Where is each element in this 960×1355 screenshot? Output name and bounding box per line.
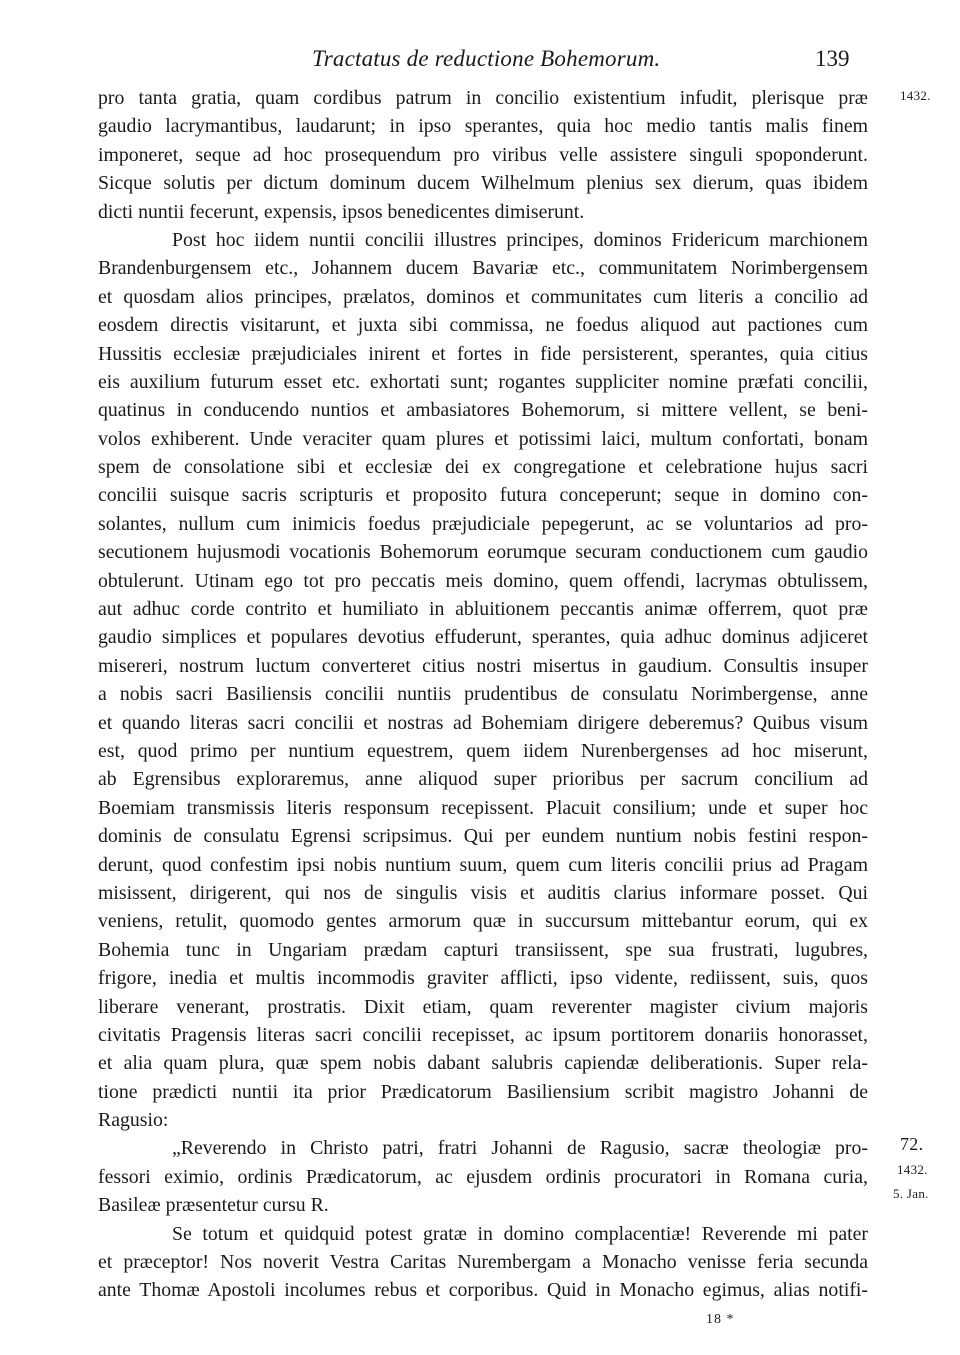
text-line: civitatis Pragensis literas sacri concilii recepisset, ac ipsum portitorem donariis honorasset,: [98, 1023, 868, 1046]
text-line: ante Thomæ Apostoli incolumes rebus et corporibus. Quid in Monacho egimus, alias notifi-: [98, 1279, 868, 1302]
text-line: eosdem directis visitarunt, et juxta sibi commissa, ne foedus aliquod aut pactiones cum: [98, 314, 868, 337]
text-line: Se totum et quidquid potest gratæ in domino complacentiæ! Reverende mi pater: [172, 1222, 868, 1245]
text-line: concilii suisque sacris scripturis et proposito futura conceperunt; seque in domino con-: [98, 484, 868, 507]
text-line: Hussitis ecclesiæ præjudiciales inirent et fortes in fide persisterent, sperantes, quia citius: [98, 342, 868, 365]
text-line: gaudio lacrymantibus, laudarunt; in ipso sperantes, quia hoc medio tantis malis finem: [98, 115, 868, 138]
text-line: Sicque solutis per dictum dominum ducem Wilhelmum plenius sex dierum, quas ibidem: [98, 172, 868, 195]
text-line: frigore, inedia et multis incommodis graviter afflicti, ipso vidente, rediissent, suis, quos: [98, 967, 868, 990]
text-line: Boemiam transmissis literis responsum recepissent. Placuit consilium; unde et super hoc: [98, 796, 868, 819]
text-line: derunt, quod confestim ipsi nobis nuntium suum, quem cum literis concilii prius ad Pragam: [98, 853, 868, 876]
margin-note-letter-year: 1432.: [897, 1162, 928, 1177]
page-number: 139: [815, 46, 850, 71]
text-line: Bohemia tunc in Ungariam prædam capturi transiissent, spe sua frustrati, lugubres,: [98, 938, 868, 961]
text-line: et quosdam alios principes, prælatos, dominos et communitates cum literis a concilio ad: [98, 285, 868, 308]
text-line: gaudio simplices et populares devotius effuderunt, sperantes, quia adhuc dominus adjiceret: [98, 626, 868, 649]
body-text: [98, 84, 868, 1305]
text-line: misereri, nostrum luctum converteret citius nostri misertus in gaudium. Consultis insuper: [98, 654, 868, 677]
text-line: Ragusio:: [98, 1109, 169, 1132]
text-line: spem de consolatione sibi et ecclesiæ dei ex congregatione et celebratione hujus sacri: [98, 456, 868, 479]
text-line: veniens, retulit, quomodo gentes armorum quæ in succursum mittebantur eorum, qui ex: [98, 910, 868, 933]
text-line: „Reverendo in Christo patri, fratri Johanni de Ragusio, sacræ theologiæ pro-: [172, 1137, 868, 1160]
text-line: Basileæ præsentetur cursu R.: [98, 1194, 329, 1217]
text-line: misissent, dirigerent, qui nos de singulis visis et auditis clarius informare posset. Qui: [98, 881, 868, 904]
text-line: quatinus in conducendo nuntios et ambasiatores Bohemorum, si mittere vellent, se beni-: [98, 399, 868, 422]
text-line: est, quod primo per nuntium equestrem, quem iidem Nurenbergenses ad hoc miserunt,: [98, 739, 868, 762]
text-line: solantes, nullum cum inimicis foedus præjudiciale pepegerunt, ac se voluntarios ad pro-: [98, 512, 868, 535]
text-line: dicti nuntii fecerunt, expensis, ipsos benedicentes dimiserunt.: [98, 200, 585, 223]
margin-note-letter-date: 5. Jan.: [893, 1186, 929, 1201]
text-line: tione prædicti nuntii ita prior Prædicatorum Basiliensium scribit magistro Johanni de: [98, 1080, 868, 1103]
text-line: obtulerunt. Utinam ego tot pro peccatis meis domino, quem offendi, lacrymas obtulissem,: [98, 569, 868, 592]
text-line: et quando literas sacri concilii et nostras ad Bohemiam dirigere deberemus? Quibus visum: [98, 711, 868, 734]
text-line: fessori eximio, ordinis Prædicatorum, ac ejusdem ordinis procuratori in Romana curia,: [98, 1165, 868, 1188]
running-title: Tractatus de reductione Bohemorum.: [312, 46, 661, 71]
text-line: dominis de consulatu Egrensi scripsimus. Qui per eundem nuntium nobis festini respon-: [98, 825, 868, 848]
text-line: aut adhuc corde contrito et humiliato in abluitionem peccantis animæ offerrem, quot præ: [98, 598, 868, 621]
text-line: ab Egrensibus exploraremus, anne aliquod super prioribus per sacrum concilium ad: [98, 768, 868, 791]
margin-note-year: 1432.: [900, 88, 931, 103]
signature-mark: 18 *: [706, 1312, 735, 1327]
text-line: Post hoc iidem nuntii concilii illustres principes, dominos Fridericum marchionem: [172, 228, 868, 251]
text-line: volos exhiberent. Unde veraciter quam plures et potissimi laici, multum confortati, bonam: [98, 427, 868, 450]
text-line: Brandenburgensem etc., Johannem ducem Bavariæ etc., communitatem Norimbergensem: [98, 257, 868, 280]
text-line: et præceptor! Nos noverit Vestra Caritas Nurembergam a Monacho venisse feria secunda: [98, 1251, 868, 1274]
text-line: et alia quam plura, quæ spem nobis dabant salubris capiendæ deliberationis. Super rela-: [98, 1052, 868, 1075]
text-line: eis auxilium futurum esset etc. exhortati sunt; rogantes suppliciter nomine præfati concilii,: [98, 370, 868, 393]
text-line: liberare venerant, prostratis. Dixit etiam, quam reverenter magister civium majoris: [98, 995, 868, 1018]
text-line: pro tanta gratia, quam cordibus patrum in concilio existentium infudit, plerisque præ: [98, 87, 868, 109]
text-line: imponeret, seque ad hoc prosequendum pro viribus velle assistere singuli spoponderunt.: [98, 143, 868, 166]
text-line: secutionem hujusmodi vocationis Bohemorum eorumque securam conductionem cum gaudio: [98, 541, 868, 564]
margin-note-document-number: 72.: [900, 1134, 924, 1154]
text-line: a nobis sacri Basiliensis concilii nuntiis prudentibus de consulatu Norimbergense, anne: [98, 683, 868, 706]
